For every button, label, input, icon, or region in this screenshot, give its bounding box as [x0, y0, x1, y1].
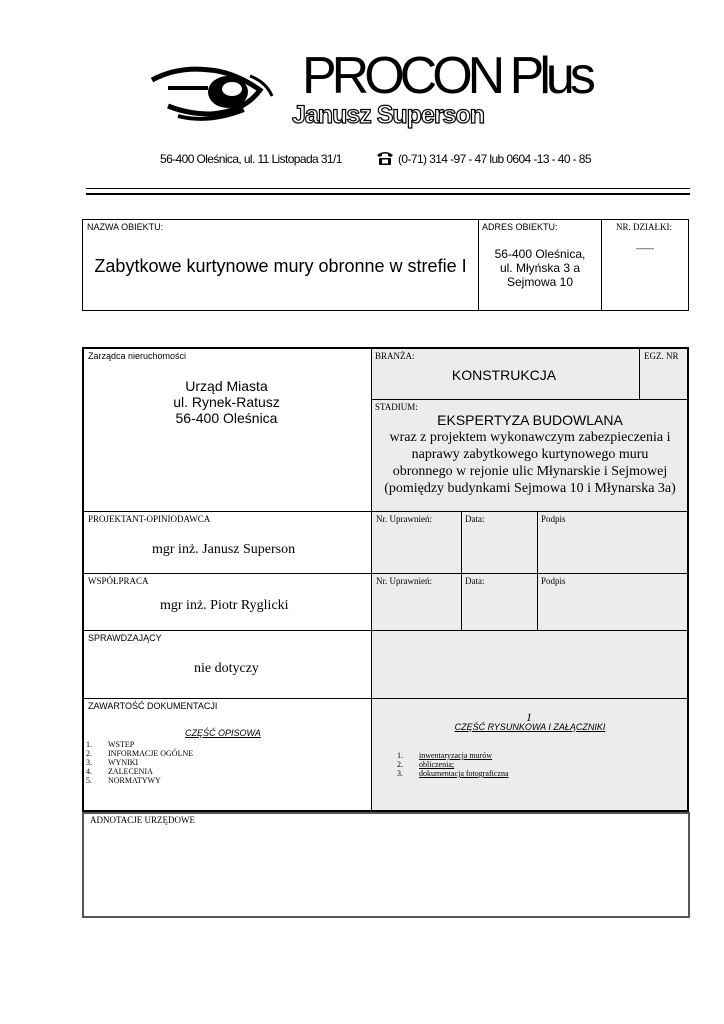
cooperation-license-label: Nr. Uprawnień:: [376, 576, 432, 586]
drawing-part-list: [397, 751, 637, 778]
plot-number-label: NR. DZIAŁKI:: [616, 222, 672, 232]
drawing-part-title: CZĘŚĆ RYSUNKOWA I ZAŁĄCZNIKI: [454, 722, 606, 732]
designer-label: PROJEKTANT-OPINIODAWCA: [88, 514, 211, 524]
list-item: 3. dokumentacja fotograficzna: [397, 769, 509, 778]
stage-title: EKSPERTYZA BUDOWLANA: [437, 412, 623, 428]
designer-signature-label: Podpis: [541, 514, 566, 524]
object-table: [82, 219, 689, 311]
branch-value: KONSTRUKCJA: [451, 367, 557, 383]
branch-label: BRANŻA:: [375, 351, 415, 361]
designer-value: mgr inż. Janusz Superson: [152, 542, 296, 557]
manager-label: Zarządca nieruchomości: [88, 351, 187, 361]
official-annotations-label: ADNOTACJE URZĘDOWE: [90, 815, 196, 825]
list-item: 4. ZALECENIA: [86, 767, 153, 776]
manager-value: Urząd Miasta ul. Rynek-Ratusz 56-400 Oleśnica: [173, 378, 280, 426]
list-item: 2. INFORMACJE OGÓLNE: [86, 749, 194, 758]
contents-label: ZAWARTOŚĆ DOKUMENTACJI: [88, 701, 218, 711]
drawing-part-mark: 1: [526, 710, 532, 724]
stage-description: wraz z projektem wykonawczym zabezpieczenia i naprawy zabytkowego kurtynowego muru obronnego w rejonie ulic Młynarskie i Sejmowej (pomiędzy budynkami Sejmowa 10 i Młynarska 3a): [384, 430, 676, 496]
official-annotations-box: [82, 812, 690, 918]
object-address-value: 56-400 Oleśnica, ul. Młyńska 3 a Sejmowa 10: [494, 247, 586, 289]
stage-label: STADIUM:: [375, 402, 418, 412]
header-divider: [86, 188, 690, 189]
list-item: 1. WSTEP: [86, 740, 135, 749]
list-item: 1. inwentaryzacja murów: [397, 751, 493, 760]
list-item: 5. NORMATYWY: [86, 776, 161, 785]
object-address-label: ADRES OBIEKTU:: [482, 222, 558, 232]
company-phone: (0-71) 314 -97 - 47 lub 0604 -13 - 40 - 85: [398, 152, 591, 166]
designer-license-label: Nr. Uprawnień:: [376, 514, 432, 524]
plot-number-value: ------: [636, 243, 654, 253]
checker-value: nie dotyczy: [194, 661, 259, 676]
header-divider-thick: [86, 193, 690, 195]
object-name-label: NAZWA OBIEKTU:: [87, 222, 164, 232]
eye-logo-icon: [148, 62, 276, 124]
list-item: 2. obliczenia;: [397, 760, 455, 769]
descriptive-part-title: CZĘŚĆ OPISOWA: [185, 728, 261, 738]
copy-number-label: EGZ. NR: [644, 351, 679, 361]
project-table: [82, 347, 689, 812]
company-address: 56-400 Oleśnica, ul. 11 Listopada 31/1: [160, 152, 342, 166]
descriptive-part-list: [86, 740, 286, 785]
designer-date-label: Data:: [465, 514, 485, 524]
cooperation-value: mgr inż. Piotr Ryglicki: [160, 598, 289, 613]
object-name-value: Zabytkowe kurtynowe mury obronne w strefie I: [94, 256, 467, 276]
checker-label: SPRAWDZAJĄCY: [88, 633, 162, 643]
list-item: 3. WYNIKI: [86, 758, 139, 767]
telephone-icon: [376, 150, 394, 166]
cooperation-label: WSPÓŁPRACA: [88, 576, 149, 586]
cooperation-signature-label: Podpis: [541, 576, 566, 586]
owner-name: Janusz Superson: [292, 101, 484, 129]
cooperation-date-label: Data:: [465, 576, 485, 586]
company-name: PROCON Plus: [302, 47, 591, 105]
